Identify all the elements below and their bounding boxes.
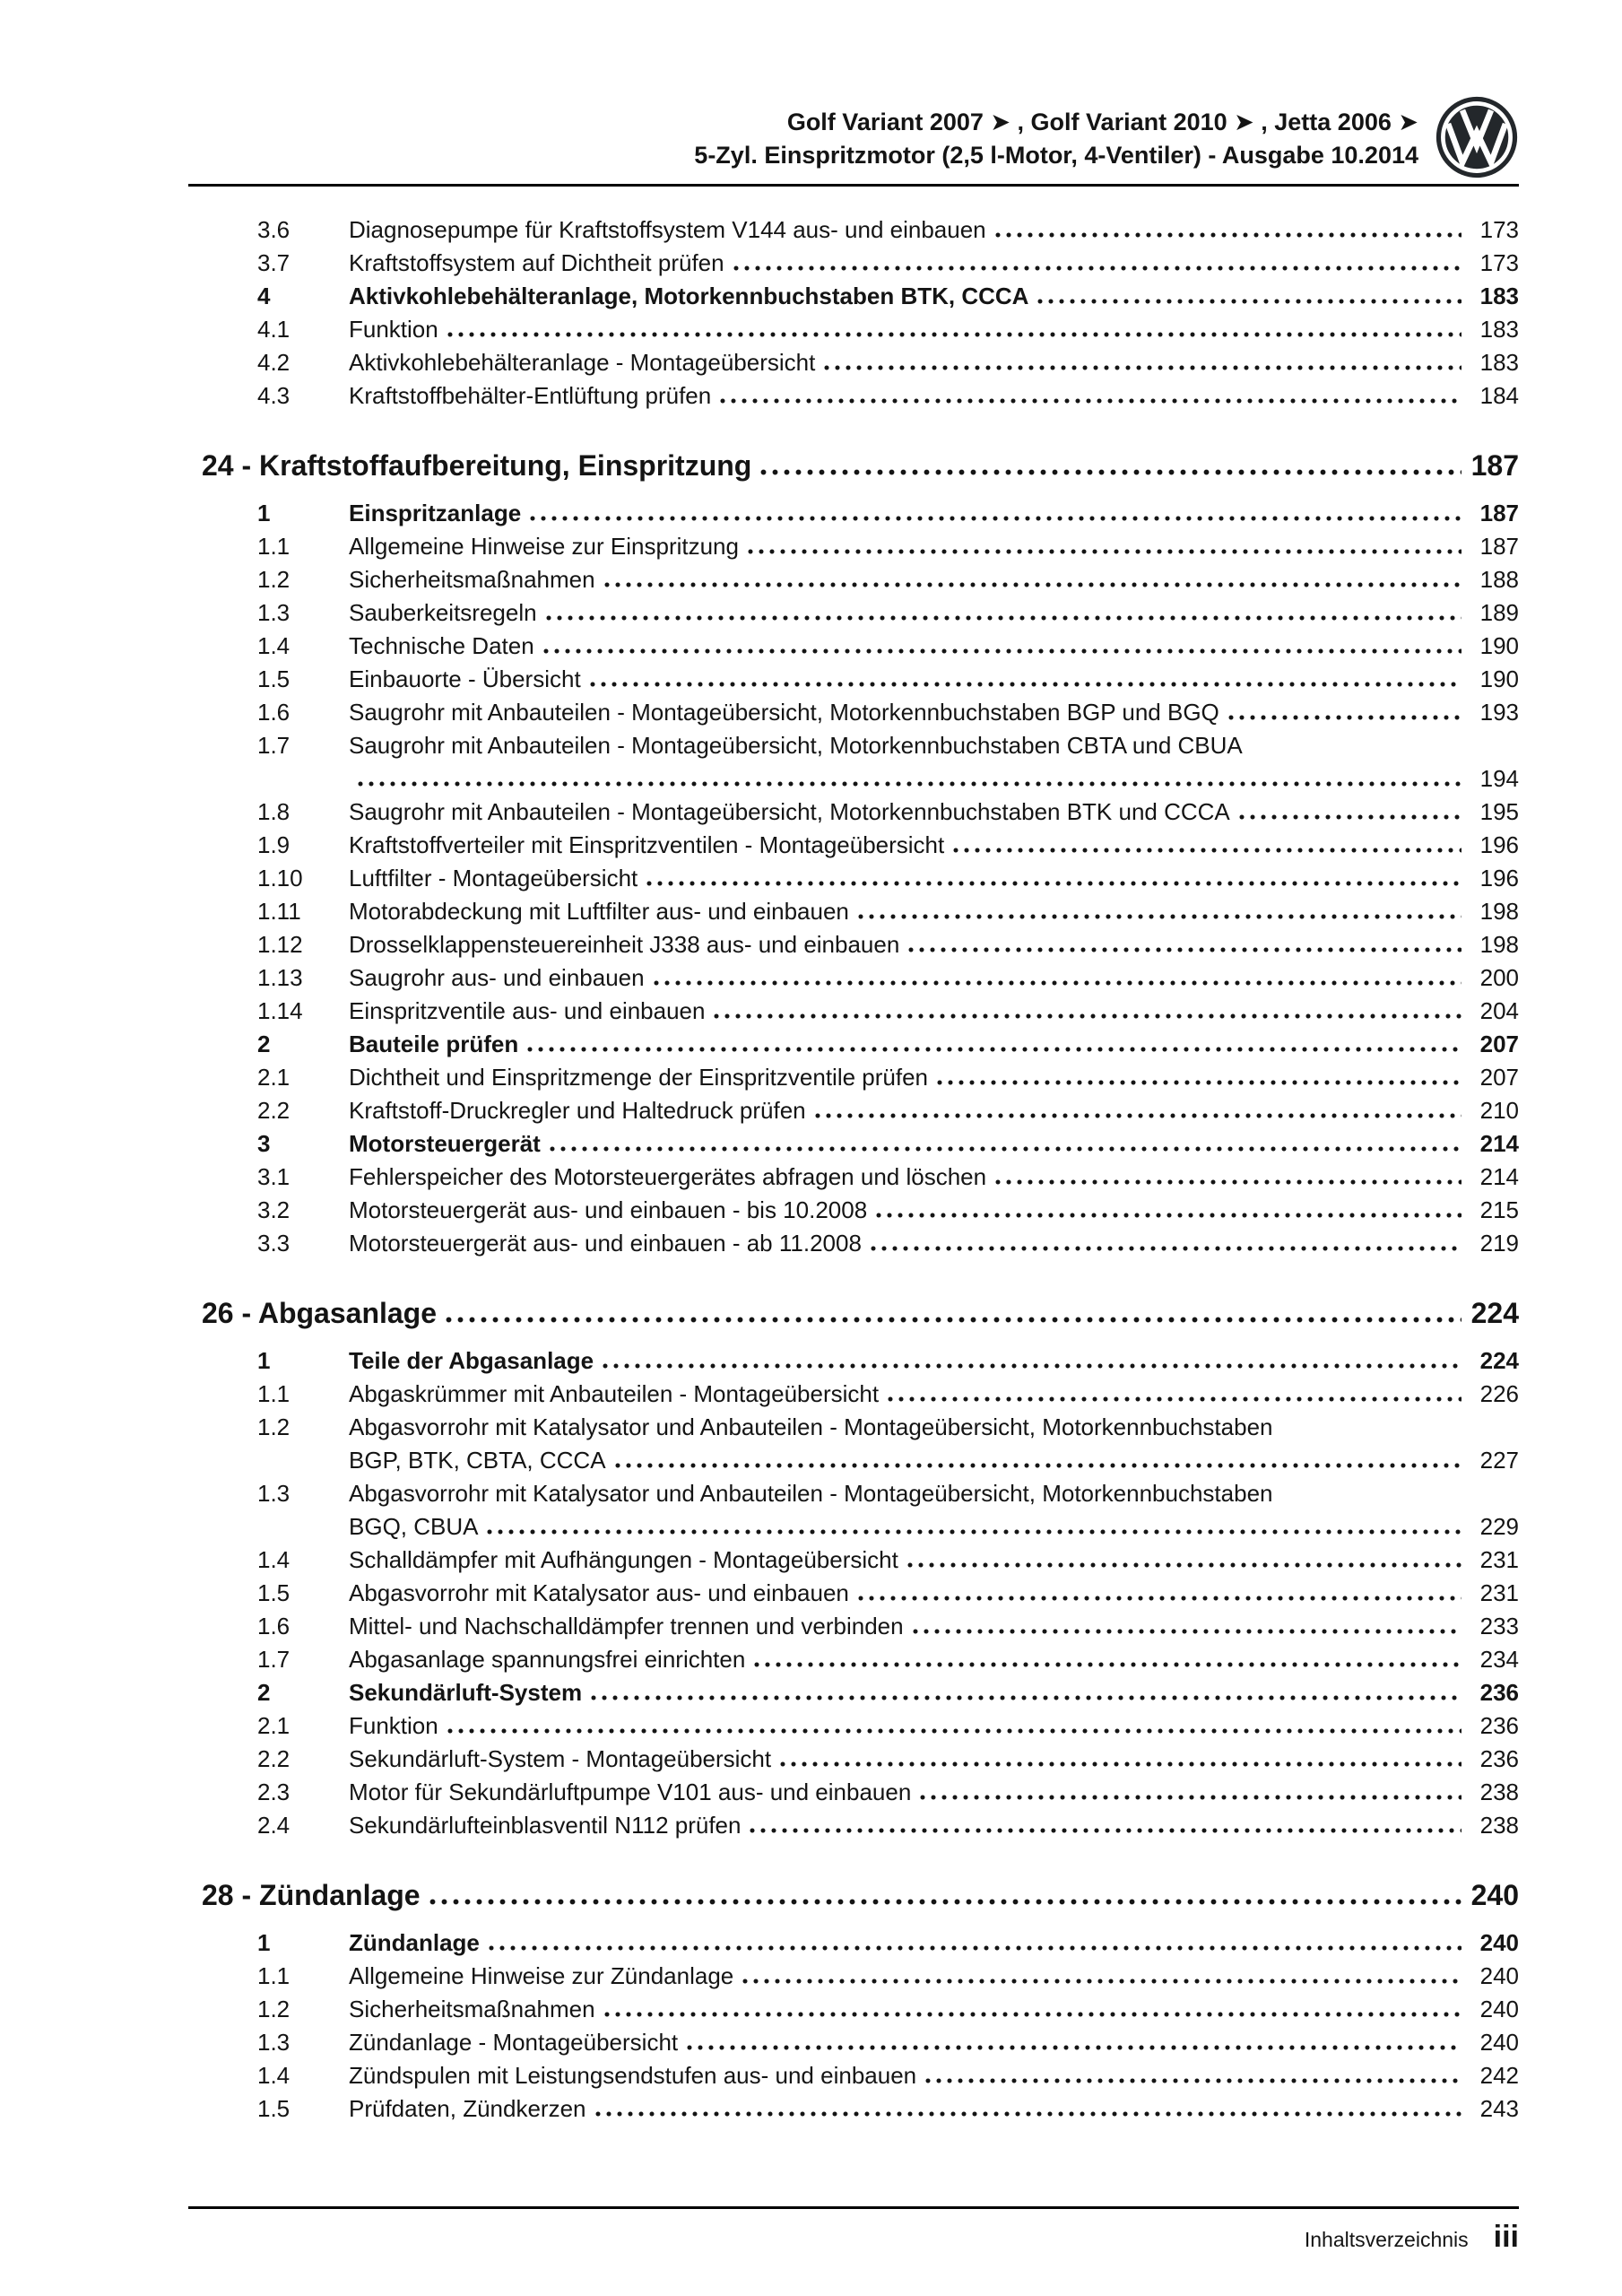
entry-number: 1.1 [257, 533, 291, 560]
toc-entry [188, 213, 1519, 247]
toc-entry [188, 1094, 1519, 1127]
entry-title: Kraftstoffverteiler mit Einspritzventilen - Montageübersicht [349, 831, 945, 858]
dot-leader [1239, 814, 1462, 820]
toc-entry [188, 1061, 1519, 1094]
entry-number: 1.2 [257, 1413, 291, 1440]
toc-entry [188, 1993, 1519, 2026]
dot-leader [920, 1795, 1462, 1800]
entry-page-number: 204 [1479, 997, 1519, 1024]
entry-title: BGQ, CBUA [349, 1513, 479, 1540]
toc-entry [188, 829, 1519, 862]
entry-page-number: 184 [1479, 382, 1519, 409]
footer-section-label: Inhaltsverzeichnis [1304, 2228, 1469, 2251]
entry-number: 1.6 [257, 1613, 291, 1639]
entry-title: Zündspulen mit Leistungsendstufen aus- und einbauen [349, 2062, 917, 2089]
toc-entry [188, 1676, 1519, 1709]
toc-entry [188, 1926, 1519, 1960]
entry-page-number: 236 [1479, 1712, 1519, 1739]
entry-title: Teile der Abgasanlage [349, 1347, 594, 1374]
toc-entry [188, 696, 1519, 729]
entry-page-number: 240 [1479, 2029, 1519, 2056]
dot-leader [603, 1363, 1462, 1369]
dot-leader [750, 1828, 1462, 1833]
toc-entry [188, 1227, 1519, 1260]
entry-number: 2.1 [257, 1064, 291, 1091]
toc-entry [188, 630, 1519, 663]
entry-page-number: 238 [1479, 1779, 1519, 1805]
toc-entry [188, 596, 1519, 630]
toc-entry [188, 1127, 1519, 1161]
entry-number: 2.3 [257, 1779, 291, 1805]
entry-page-number: 198 [1479, 898, 1519, 925]
dot-leader [358, 781, 1462, 787]
entry-title: Dichtheit und Einspritzmenge der Einspritzventile prüfen [349, 1064, 929, 1091]
entry-number: 2 [257, 1679, 271, 1706]
entry-number: 3.1 [257, 1163, 291, 1190]
dot-leader [720, 398, 1462, 404]
dot-leader [429, 1899, 1462, 1905]
entry-page-number: 238 [1479, 1812, 1519, 1839]
dot-leader [871, 1246, 1462, 1251]
entry-title: Saugrohr mit Anbauteilen - Montageübersicht, Motorkennbuchstaben CBTA und CBUA [349, 732, 1243, 759]
entry-number: 1.11 [257, 898, 301, 925]
toc-entry [188, 995, 1519, 1028]
entry-title: Abgasvorrohr mit Katalysator aus- und einbauen [349, 1579, 849, 1606]
entry-title: Motorsteuergerät aus- und einbauen - ab 11.2008 [349, 1230, 862, 1257]
entry-page-number: 196 [1479, 865, 1519, 891]
dot-leader [546, 615, 1462, 621]
entry-title: Mittel- und Nachschalldämpfer trennen und verbinden [349, 1613, 904, 1639]
dot-leader [714, 1013, 1462, 1019]
chapter-title: 28 - Zündanlage [202, 1879, 421, 1911]
toc-entry [188, 1411, 1519, 1444]
entry-number: 1 [257, 1929, 271, 1956]
toc-entry [188, 346, 1519, 379]
dot-leader [907, 1562, 1462, 1568]
dot-leader [760, 469, 1462, 475]
toc-entry [188, 1743, 1519, 1776]
entry-title: Sauberkeitsregeln [349, 599, 537, 626]
entry-title: Motorsteuergerät [349, 1130, 541, 1157]
entry-title: Luftfilter - Montageübersicht [349, 865, 638, 891]
entry-page-number: 234 [1479, 1646, 1519, 1673]
dot-leader [953, 848, 1462, 853]
entry-number: 3 [257, 1130, 271, 1157]
entry-page-number: 240 [1479, 1962, 1519, 1989]
toc-entry [188, 1378, 1519, 1411]
entry-title: Bauteile prüfen [349, 1031, 519, 1057]
dot-leader [995, 1179, 1462, 1185]
entry-title: Drosselklappensteuereinheit J338 aus- und einbauen [349, 931, 900, 958]
toc-entry [188, 1161, 1519, 1194]
header-text-block [694, 95, 1418, 172]
dot-leader [489, 1945, 1462, 1951]
entry-page-number: 194 [1479, 765, 1519, 792]
dot-leader [487, 1529, 1462, 1535]
chapter-title: 26 - Abgasanlage [202, 1297, 438, 1329]
entry-page-number: 229 [1479, 1513, 1519, 1540]
toc-entry [188, 1809, 1519, 1842]
entry-title: Sicherheitsmaßnahmen [349, 566, 595, 593]
dot-leader [908, 947, 1462, 952]
entry-number: 4.3 [257, 382, 291, 409]
entry-number: 1 [257, 500, 271, 526]
entry-page-number: 215 [1479, 1196, 1519, 1223]
page-footer [188, 2206, 1519, 2255]
entry-page-number: 224 [1479, 1347, 1519, 1374]
dot-leader [780, 1761, 1462, 1767]
entry-number: 1.5 [257, 1579, 291, 1606]
dot-leader [687, 2045, 1462, 2050]
page-header [188, 95, 1519, 179]
toc-entry-continuation [188, 762, 1519, 796]
dot-leader [858, 1596, 1462, 1601]
toc-entry [188, 1477, 1519, 1510]
toc-entry [188, 247, 1519, 280]
dot-leader [858, 914, 1462, 919]
chapter-page-number: 187 [1470, 449, 1519, 482]
footer-page-number: iii [1493, 2220, 1519, 2254]
toc-section [188, 213, 1519, 413]
dot-leader [925, 2078, 1462, 2083]
toc-entry [188, 1643, 1519, 1676]
dot-leader [742, 1979, 1462, 1984]
entry-number: 4.1 [257, 316, 291, 343]
entry-page-number: 236 [1479, 1745, 1519, 1772]
header-subtitle-line: 5-Zyl. Einspritzmotor (2,5 l-Motor, 4-Ventiler) - Ausgabe 10.2014 [694, 142, 1418, 169]
entry-number: 1.4 [257, 1546, 291, 1573]
chapter-heading [202, 447, 1519, 484]
entry-page-number: 207 [1479, 1064, 1519, 1091]
entry-title: Abgaskrümmer mit Anbauteilen - Montageübersicht [349, 1380, 880, 1407]
entry-number: 4.2 [257, 349, 291, 376]
toc-entry [188, 1028, 1519, 1061]
entry-page-number: 219 [1479, 1230, 1519, 1257]
dot-leader [748, 549, 1462, 554]
entry-title: Motorabdeckung mit Luftfilter aus- und einbauen [349, 898, 849, 925]
entry-page-number: 214 [1479, 1130, 1519, 1157]
toc-entry-continuation [188, 1510, 1519, 1544]
entry-page-number: 193 [1479, 699, 1519, 726]
entry-title: Einspritzanlage [349, 500, 522, 526]
toc-entry [188, 729, 1519, 762]
dot-leader [654, 980, 1462, 986]
entry-number: 1.9 [257, 831, 291, 858]
entry-page-number: 173 [1479, 249, 1519, 276]
entry-title: Diagnosepumpe für Kraftstoffsystem V144 aus- und einbauen [349, 216, 986, 243]
dot-leader [604, 582, 1462, 587]
entry-page-number: 173 [1479, 216, 1519, 243]
entry-title: Einbauorte - Übersicht [349, 665, 581, 692]
toc-entry [188, 928, 1519, 961]
entry-number: 1.2 [257, 566, 291, 593]
entry-number: 2.4 [257, 1812, 291, 1839]
entry-page-number: 190 [1479, 665, 1519, 692]
entry-title: Funktion [349, 316, 438, 343]
entry-number: 3.3 [257, 1230, 291, 1257]
entry-title: Saugrohr aus- und einbauen [349, 964, 645, 991]
toc-entry [188, 280, 1519, 313]
dot-leader [543, 648, 1462, 654]
dot-leader [824, 365, 1462, 370]
entry-number: 1.5 [257, 2095, 291, 2122]
toc-entry [188, 1709, 1519, 1743]
entry-number: 4 [257, 283, 271, 309]
entry-title: Zündanlage - Montageübersicht [349, 2029, 679, 2056]
entry-title: Sicherheitsmaßnahmen [349, 1996, 595, 2022]
toc-entry [188, 1776, 1519, 1809]
dot-leader [527, 1047, 1462, 1052]
entry-title: Abgasanlage spannungsfrei einrichten [349, 1646, 746, 1673]
dot-leader [754, 1662, 1462, 1667]
chapter-heading [202, 1876, 1519, 1914]
entry-title: Allgemeine Hinweise zur Einspritzung [349, 533, 739, 560]
toc-entry [188, 2092, 1519, 2126]
entry-number: 1.5 [257, 665, 291, 692]
header-models-line: Golf Variant 2007 ➤ , Golf Variant 2010 ➤ , Jetta 2006 ➤ [786, 109, 1418, 135]
entry-number: 1.8 [257, 798, 291, 825]
chapter-page-number: 240 [1470, 1879, 1519, 1911]
entry-page-number: 183 [1479, 349, 1519, 376]
entry-page-number: 236 [1479, 1679, 1519, 1706]
dot-leader [876, 1213, 1462, 1218]
entry-title: Allgemeine Hinweise zur Zündanlage [349, 1962, 734, 1989]
dot-leader [646, 881, 1462, 886]
dot-leader [595, 2111, 1462, 2117]
entry-title: Aktivkohlebehälteranlage - Montageübersicht [349, 349, 816, 376]
entry-number: 1.4 [257, 632, 291, 659]
entry-number: 1 [257, 1347, 271, 1374]
dot-leader [733, 265, 1462, 271]
entry-title: Motor für Sekundärluftpumpe V101 aus- und einbauen [349, 1779, 912, 1805]
toc-entry [188, 379, 1519, 413]
toc-entry [188, 2059, 1519, 2092]
dot-leader [604, 2012, 1462, 2017]
entry-page-number: 240 [1479, 1996, 1519, 2022]
entry-page-number: 207 [1479, 1031, 1519, 1057]
entry-number: 1.12 [257, 931, 303, 958]
entry-number: 1.7 [257, 732, 291, 759]
toc-entry [188, 2026, 1519, 2059]
dot-leader [590, 682, 1462, 687]
toc-entry [188, 1544, 1519, 1577]
entry-page-number: 188 [1479, 566, 1519, 593]
entry-number: 1.6 [257, 699, 291, 726]
entry-page-number: 195 [1479, 798, 1519, 825]
entry-page-number: 189 [1479, 599, 1519, 626]
entry-title: Abgasvorrohr mit Katalysator und Anbauteilen - Montageübersicht, Motorkennbuchstaben [349, 1413, 1273, 1440]
entry-number: 1.1 [257, 1380, 291, 1407]
toc-entry [188, 530, 1519, 563]
dot-leader [591, 1695, 1462, 1700]
toc-entry [188, 1194, 1519, 1227]
entry-title: Aktivkohlebehälteranlage, Motorkennbuchstaben BTK, CCCA [349, 283, 1029, 309]
entry-title: Einspritzventile aus- und einbauen [349, 997, 706, 1024]
chapter-page-number: 224 [1470, 1297, 1519, 1329]
entry-number: 1.4 [257, 2062, 291, 2089]
toc-entry [188, 862, 1519, 895]
entry-number: 1.13 [257, 964, 303, 991]
toc-entry [188, 563, 1519, 596]
entry-number: 1.3 [257, 1480, 291, 1507]
entry-title: Saugrohr mit Anbauteilen - Montageübersicht, Motorkennbuchstaben BGP und BGQ [349, 699, 1219, 726]
entry-page-number: 190 [1479, 632, 1519, 659]
entry-number: 3.6 [257, 216, 291, 243]
dot-leader [913, 1629, 1462, 1634]
dot-leader [1228, 715, 1462, 720]
entry-title: Schalldämpfer mit Aufhängungen - Montageübersicht [349, 1546, 898, 1573]
dot-leader [937, 1080, 1462, 1085]
entry-number: 3.7 [257, 249, 291, 276]
entry-page-number: 231 [1479, 1546, 1519, 1573]
entry-title: Kraftstoffsystem auf Dichtheit prüfen [349, 249, 724, 276]
entry-number: 2.1 [257, 1712, 291, 1739]
entry-title: Technische Daten [349, 632, 534, 659]
dot-leader [550, 1146, 1462, 1152]
dot-leader [446, 1317, 1462, 1323]
entry-page-number: 231 [1479, 1579, 1519, 1606]
dot-leader [447, 332, 1462, 337]
entry-page-number: 187 [1479, 533, 1519, 560]
entry-title: Sekundärluft-System - Montageübersicht [349, 1745, 772, 1772]
entry-number: 1.3 [257, 599, 291, 626]
entry-page-number: 183 [1479, 283, 1519, 309]
dot-leader [1037, 299, 1462, 304]
entry-page-number: 226 [1479, 1380, 1519, 1407]
entry-title: Kraftstoffbehälter-Entlüftung prüfen [349, 382, 712, 409]
entry-page-number: 227 [1479, 1447, 1519, 1474]
entry-number: 2.2 [257, 1097, 291, 1124]
toc-entry [188, 961, 1519, 995]
entry-page-number: 187 [1479, 500, 1519, 526]
dot-leader [995, 232, 1462, 238]
entry-page-number: 200 [1479, 964, 1519, 991]
dot-leader [888, 1396, 1462, 1402]
entry-title: Motorsteuergerät aus- und einbauen - bis 10.2008 [349, 1196, 868, 1223]
dot-leader [530, 516, 1462, 521]
entry-title: Sekundärluft-System [349, 1679, 583, 1706]
entry-number: 1.2 [257, 1996, 291, 2022]
toc-entry [188, 663, 1519, 696]
toc-section [188, 1876, 1519, 2126]
entry-page-number: 242 [1479, 2062, 1519, 2089]
footer-content [188, 2209, 1519, 2255]
entry-page-number: 198 [1479, 931, 1519, 958]
entry-title: Sekundärlufteinblasventil N112 prüfen [349, 1812, 742, 1839]
toc-entry [188, 497, 1519, 530]
toc-entry [188, 1960, 1519, 1993]
toc-entry [188, 895, 1519, 928]
toc-entry [188, 1344, 1519, 1378]
toc-section [188, 447, 1519, 1260]
chapter-heading [202, 1294, 1519, 1332]
toc-entry [188, 1577, 1519, 1610]
entry-page-number: 214 [1479, 1163, 1519, 1190]
entry-title: Kraftstoff-Druckregler und Haltedruck prüfen [349, 1097, 806, 1124]
entry-title: Funktion [349, 1712, 438, 1739]
entry-page-number: 233 [1479, 1613, 1519, 1639]
entry-number: 2 [257, 1031, 271, 1057]
vw-logo-graphic [1435, 95, 1519, 179]
toc-entry-continuation [188, 1444, 1519, 1477]
vw-logo [1435, 95, 1519, 179]
entry-page-number: 196 [1479, 831, 1519, 858]
chapter-title: 24 - Kraftstoffaufbereitung, Einspritzung [202, 449, 752, 482]
dot-leader [447, 1728, 1462, 1734]
entry-number: 2.2 [257, 1745, 291, 1772]
entry-number: 3.2 [257, 1196, 291, 1223]
dot-leader [615, 1463, 1462, 1468]
entry-number: 1.14 [257, 997, 303, 1024]
entry-title: Abgasvorrohr mit Katalysator und Anbauteilen - Montageübersicht, Motorkennbuchstaben [349, 1480, 1273, 1507]
toc-section [188, 1294, 1519, 1842]
entry-title: Saugrohr mit Anbauteilen - Montageübersicht, Motorkennbuchstaben BTK und CCCA [349, 798, 1230, 825]
entry-title: Prüfdaten, Zündkerzen [349, 2095, 586, 2122]
entry-number: 1.7 [257, 1646, 291, 1673]
entry-number: 1.10 [257, 865, 303, 891]
toc-entry [188, 796, 1519, 829]
entry-page-number: 240 [1479, 1929, 1519, 1956]
dot-leader [815, 1113, 1462, 1118]
toc-entry [188, 1610, 1519, 1643]
entry-title: Zündanlage [349, 1929, 480, 1956]
toc [188, 187, 1519, 2126]
entry-page-number: 183 [1479, 316, 1519, 343]
entry-title: BGP, BTK, CBTA, CCCA [349, 1447, 606, 1474]
entry-title: Fehlerspeicher des Motorsteuergerätes abfragen und löschen [349, 1163, 987, 1190]
entry-number: 1.1 [257, 1962, 291, 1989]
entry-page-number: 243 [1479, 2095, 1519, 2122]
entry-page-number: 210 [1479, 1097, 1519, 1124]
toc-entry [188, 313, 1519, 346]
entry-number: 1.3 [257, 2029, 291, 2056]
